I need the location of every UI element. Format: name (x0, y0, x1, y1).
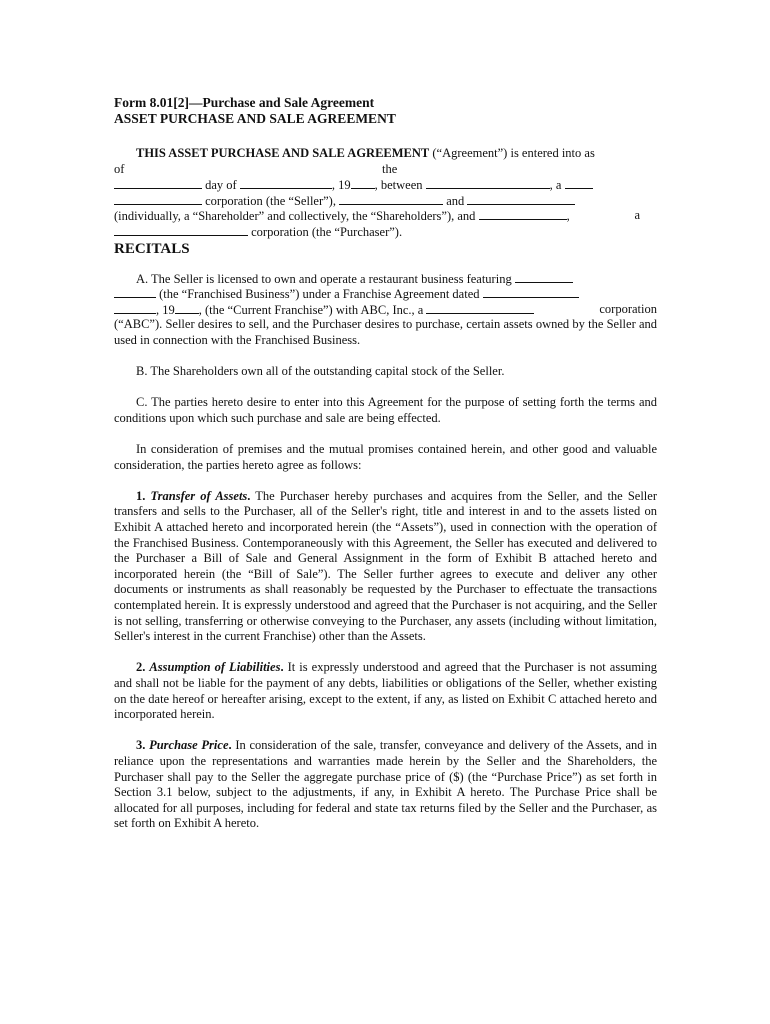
intro-line-2 (114, 162, 657, 178)
section-3 (114, 738, 657, 832)
blank-field[interactable] (426, 302, 534, 314)
intro-19: , 19 (331, 178, 351, 193)
blank-field[interactable] (467, 193, 575, 205)
intro-line-4 (114, 193, 657, 209)
recital-a-line-1 (114, 271, 657, 287)
recital-a-line-2 (114, 286, 657, 302)
blank-field[interactable] (114, 286, 156, 298)
section-1-text: The Purchaser hereby purchases and acquires from the Seller, and the Seller transfers and sells to the Purchaser, all of the Seller's right, title and interest in and to the assets listed on Exhibit A attached hereto and incorporated herein (the “Assets”), used in connection with the operation of the Franchised Business. Contemporaneously with this Agreement, the Seller has executed and delivered to the Purchaser a Bill of Sale and General Assignment in the form of Exhibit B attached hereto and incorporated herein (the “Bill of Sale”). The Seller further agrees to execute and deliver any other documents or instruments as shall reasonably be requested by the Purchaser to effectuate the transactions contemplated herein. It is expressly understood and agreed that the Purchaser is not acquiring, and the Seller is not selling, transferring or otherwise conveying to the Purchaser, any assets (including without limitation, Seller's interest in the current Franchise) other than the Assets. (114, 488, 657, 644)
intro-line-5 (114, 208, 657, 224)
intro-a: , a (549, 178, 562, 193)
recital-a-corporation: corporation (599, 301, 657, 316)
section-2-text: It is expressly understood and agreed that the Purchaser is not assuming and shall not be liable for the payment of any debts, liabilities or obligations of the Seller, whether existing on the date hereof or hereafter arising, except to the extent, if any, as listed on Exhibit C attached hereto and incorporated herein. (114, 660, 658, 722)
recital-a-line-3 (114, 302, 657, 318)
recital-a (114, 271, 657, 349)
recital-a-text-2: (the “Franchised Business”) under a Franchise Agreement dated (159, 287, 480, 302)
blank-field[interactable] (483, 286, 579, 298)
blank-field[interactable] (565, 177, 593, 189)
intro-line-6 (114, 224, 657, 240)
intro-comma: , (566, 209, 570, 224)
blank-field[interactable] (515, 271, 573, 283)
blank-field[interactable] (240, 177, 332, 189)
intro-purchaser-corp: corporation (the “Purchaser”). (251, 224, 403, 239)
recital-a-text-3: , (the “Current Franchise”) with ABC, Inc., a (198, 302, 424, 317)
recital-a-19: , 19 (156, 302, 175, 317)
section-3-punct: . (228, 738, 232, 753)
intro-paragraph (114, 146, 657, 240)
blank-field[interactable] (426, 177, 550, 189)
intro-and: and (446, 193, 465, 208)
intro-shareholders: (individually, a “Shareholder” and collectively, the “Shareholders”), and (114, 209, 476, 224)
section-1 (114, 489, 657, 645)
intro-line-3 (114, 177, 657, 193)
blank-field[interactable] (114, 193, 202, 205)
intro-day-of: day of (205, 178, 237, 193)
document-title: ASSET PURCHASE AND SALE AGREEMENT (114, 111, 396, 126)
section-3-text: In consideration of the sale, transfer, conveyance and delivery of the Assets, and in reliance upon the representations and warranties made herein by the Seller and the Shareholders, the Purchaser shall pay to the Seller the aggregate purchase price of ($) (the “Purchase Price”) as set forth in Section 3.1 below, subject to the adjustments, if any, in Exhibit A hereto. The Purchase Price shall be allocated for all purposes, including for federal and state tax returns filed by the Seller and the Purchaser, as set forth on Exhibit A hereto. (114, 738, 657, 831)
section-2 (114, 660, 657, 722)
blank-field[interactable] (114, 224, 248, 236)
intro-between: , between (374, 178, 423, 193)
recital-b: B. The Shareholders own all of the outstanding capital stock of the Seller. (136, 364, 505, 379)
section-2-punct: . (280, 660, 284, 675)
form-title: Form 8.01[2]—Purchase and Sale Agreement (114, 95, 375, 110)
section-2-number: 2. (136, 660, 146, 675)
intro-line-1 (114, 146, 657, 162)
blank-field[interactable] (114, 177, 202, 189)
blank-field[interactable] (479, 208, 567, 220)
intro-the: the (382, 161, 398, 176)
intro-a-2: a (634, 208, 640, 223)
consideration-paragraph: In consideration of premises and the mutual promises contained herein, and other good and valuable consideration, the parties hereto agree as follows: (114, 442, 657, 472)
section-1-title: Transfer of Assets (150, 488, 248, 503)
document-page (114, 95, 657, 832)
section-1-punct: . (247, 488, 251, 503)
blank-field[interactable] (339, 193, 443, 205)
section-3-title: Purchase Price (149, 738, 229, 753)
intro-of: of (114, 161, 125, 176)
blank-field[interactable] (114, 302, 156, 314)
recital-a-text-1: A. The Seller is licensed to own and operate a restaurant business featuring (136, 271, 512, 286)
blank-field[interactable] (351, 177, 375, 189)
recital-c: C. The parties hereto desire to enter into this Agreement for the purpose of setting forth the terms and conditions upon which such purchase and sale are being effected. (114, 395, 657, 425)
section-1-number: 1. (136, 488, 146, 503)
intro-lead-rest: (“Agreement”) is entered into as (429, 146, 595, 160)
recitals-heading: RECITALS (114, 240, 190, 257)
blank-field[interactable] (175, 302, 199, 314)
intro-lead: THIS ASSET PURCHASE AND SALE AGREEMENT (136, 146, 430, 160)
section-3-number: 3. (136, 738, 146, 753)
recital-a-text-rest: (“ABC”). Seller desires to sell, and the Purchaser desires to purchase, certain assets owned by the Seller and used in connection with the Franchised Business. (114, 317, 657, 347)
intro-seller-corp: corporation (the “Seller”), (205, 193, 336, 208)
section-2-title: Assumption of Liabilities (149, 660, 281, 675)
